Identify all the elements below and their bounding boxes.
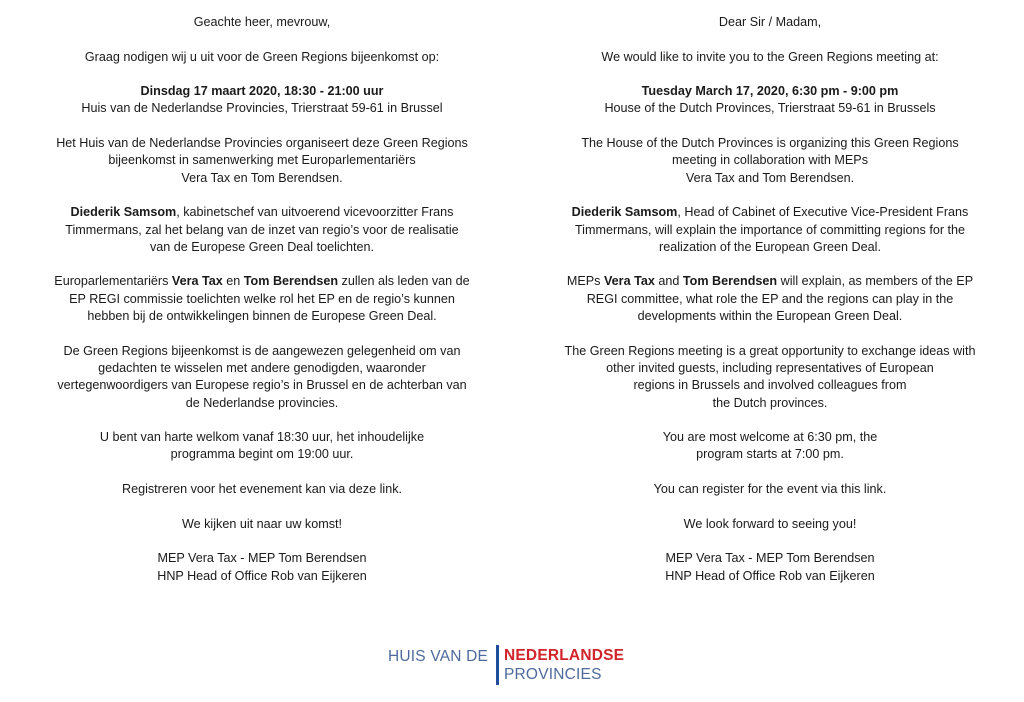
logo-divider-bar [496, 645, 499, 685]
salutation: Geachte heer, mevrouw, [193, 15, 331, 29]
paragraph-organizer-line: Vera Tax and Tom Berendsen. [685, 170, 855, 185]
event-venue: Huis van de Nederlandse Provincies, Trierstraat 59-61 in Brussel [81, 101, 443, 116]
paragraph-opportunity-line: de Nederlandse provincies. [185, 395, 339, 410]
paragraph-speaker-line [520, 204, 1020, 221]
paragraph-opportunity-line: vertegenwoordigers van Europese regio’s in Brussel en de achterban van [57, 378, 467, 393]
mep-name: Tom Berendsen [243, 274, 339, 289]
dutch-column [12, 14, 512, 585]
paragraph-organizer-line: Vera Tax en Tom Berendsen. [181, 170, 343, 185]
mep-name: Vera Tax [603, 274, 655, 289]
register-text[interactable]: Registreren voor het evenement kan via deze link. [121, 482, 402, 497]
paragraph-opportunity-line: other invited guests, including representatives of European [606, 360, 934, 375]
paragraph-organizer-line: The House of the Dutch Provinces is organizing this Green Regions [581, 136, 959, 151]
paragraph-organizer-line: bijeenkomst in samenwerking met Europarlementariërs [108, 153, 416, 168]
invite-text: Graag nodigen wij u uit voor de Green Regions bijeenkomst op: [84, 49, 440, 64]
meps-text: and [654, 274, 683, 289]
signature-line: MEP Vera Tax - MEP Tom Berendsen [157, 551, 367, 566]
paragraph-organizer-line: meeting in collaboration with MEPs [672, 153, 868, 168]
paragraph-speaker-line: realization of the European Green Deal. [659, 239, 881, 254]
paragraph-speaker-line [12, 204, 512, 221]
paragraph-meps-line: EP REGI commissie toelichten welke rol het EP en de regio’s kunnen [69, 291, 455, 306]
mep-name: Vera Tax [171, 274, 223, 289]
meps-text: will explain, as members of the EP [777, 274, 974, 289]
paragraph-speaker-line: Timmermans, zal het belang van de inzet van regio’s voor de realisatie [65, 222, 459, 237]
paragraph-opportunity-line: gedachten te wisselen met andere genodigden, waaronder [98, 360, 426, 375]
paragraph-speaker-line: Timmermans, will explain the importance of committing regions for the [574, 222, 966, 237]
meps-text: Europarlementariërs [54, 274, 172, 289]
paragraph-meps-line [520, 273, 1020, 290]
signature-line: MEP Vera Tax - MEP Tom Berendsen [665, 551, 875, 566]
meps-text: MEPs [566, 274, 604, 289]
meps-text: zullen als leden van de [338, 274, 470, 289]
closing-text: We kijken uit naar uw komst! [181, 516, 343, 531]
paragraph-opportunity-line: regions in Brussels and involved colleagues from [633, 378, 907, 393]
speaker-name: Diederik Samsom [70, 205, 177, 220]
speaker-text: , kabinetschef van uitvoerend vicevoorzitter Frans [176, 205, 454, 220]
paragraph-meps-line: developments within the European Green Deal. [637, 309, 903, 324]
register-text[interactable]: You can register for the event via this link. [653, 482, 887, 497]
speaker-name: Diederik Samsom [571, 205, 678, 220]
salutation: Dear Sir / Madam, [718, 15, 822, 29]
paragraph-meps-line: hebben bij de ontwikkelingen binnen de Europese Green Deal. [87, 309, 437, 324]
speaker-text: , Head of Cabinet of Executive Vice-President Frans [677, 205, 969, 220]
mep-name: Tom Berendsen [682, 274, 778, 289]
logo-text-provincies: PROVINCIES [504, 666, 602, 683]
paragraph-welcome-line: You are most welcome at 6:30 pm, the [662, 430, 878, 445]
paragraph-opportunity-line: the Dutch provinces. [712, 395, 828, 410]
signature-line: HNP Head of Office Rob van Eijkeren [157, 568, 367, 583]
meps-text: en [222, 274, 244, 289]
invite-text: We would like to invite you to the Green Regions meeting at: [601, 49, 939, 64]
event-date: Tuesday March 17, 2020, 6:30 pm - 9:00 pm [641, 84, 899, 99]
english-column [520, 14, 1020, 585]
paragraph-welcome-line: programma begint om 19:00 uur. [170, 447, 354, 462]
logo-text-nederlandse: NEDERLANDSE [504, 647, 625, 664]
paragraph-organizer-line: Het Huis van de Nederlandse Provincies organiseert deze Green Regions [56, 136, 468, 151]
paragraph-opportunity-line: De Green Regions bijeenkomst is de aangewezen gelegenheid om van [63, 343, 461, 358]
paragraph-welcome-line: U bent van harte welkom vanaf 18:30 uur, het inhoudelijke [99, 430, 425, 445]
paragraph-speaker-line: van de Europese Green Deal toelichten. [149, 239, 375, 254]
logo-text-huis-van-de: HUIS VAN DE [388, 648, 489, 665]
signature-line: HNP Head of Office Rob van Eijkeren [665, 568, 875, 583]
closing-text: We look forward to seeing you! [683, 516, 857, 531]
paragraph-meps-line: REGI committee, what role the EP and the regions can play in the [586, 291, 954, 306]
paragraph-welcome-line: program starts at 7:00 pm. [696, 447, 844, 462]
paragraph-meps-line [12, 273, 512, 290]
event-venue: House of the Dutch Provinces, Trierstraat 59-61 in Brussels [604, 101, 936, 116]
paragraph-opportunity-line: The Green Regions meeting is a great opportunity to exchange ideas with [564, 343, 976, 358]
event-date: Dinsdag 17 maart 2020, 18:30 - 21:00 uur [140, 84, 384, 99]
